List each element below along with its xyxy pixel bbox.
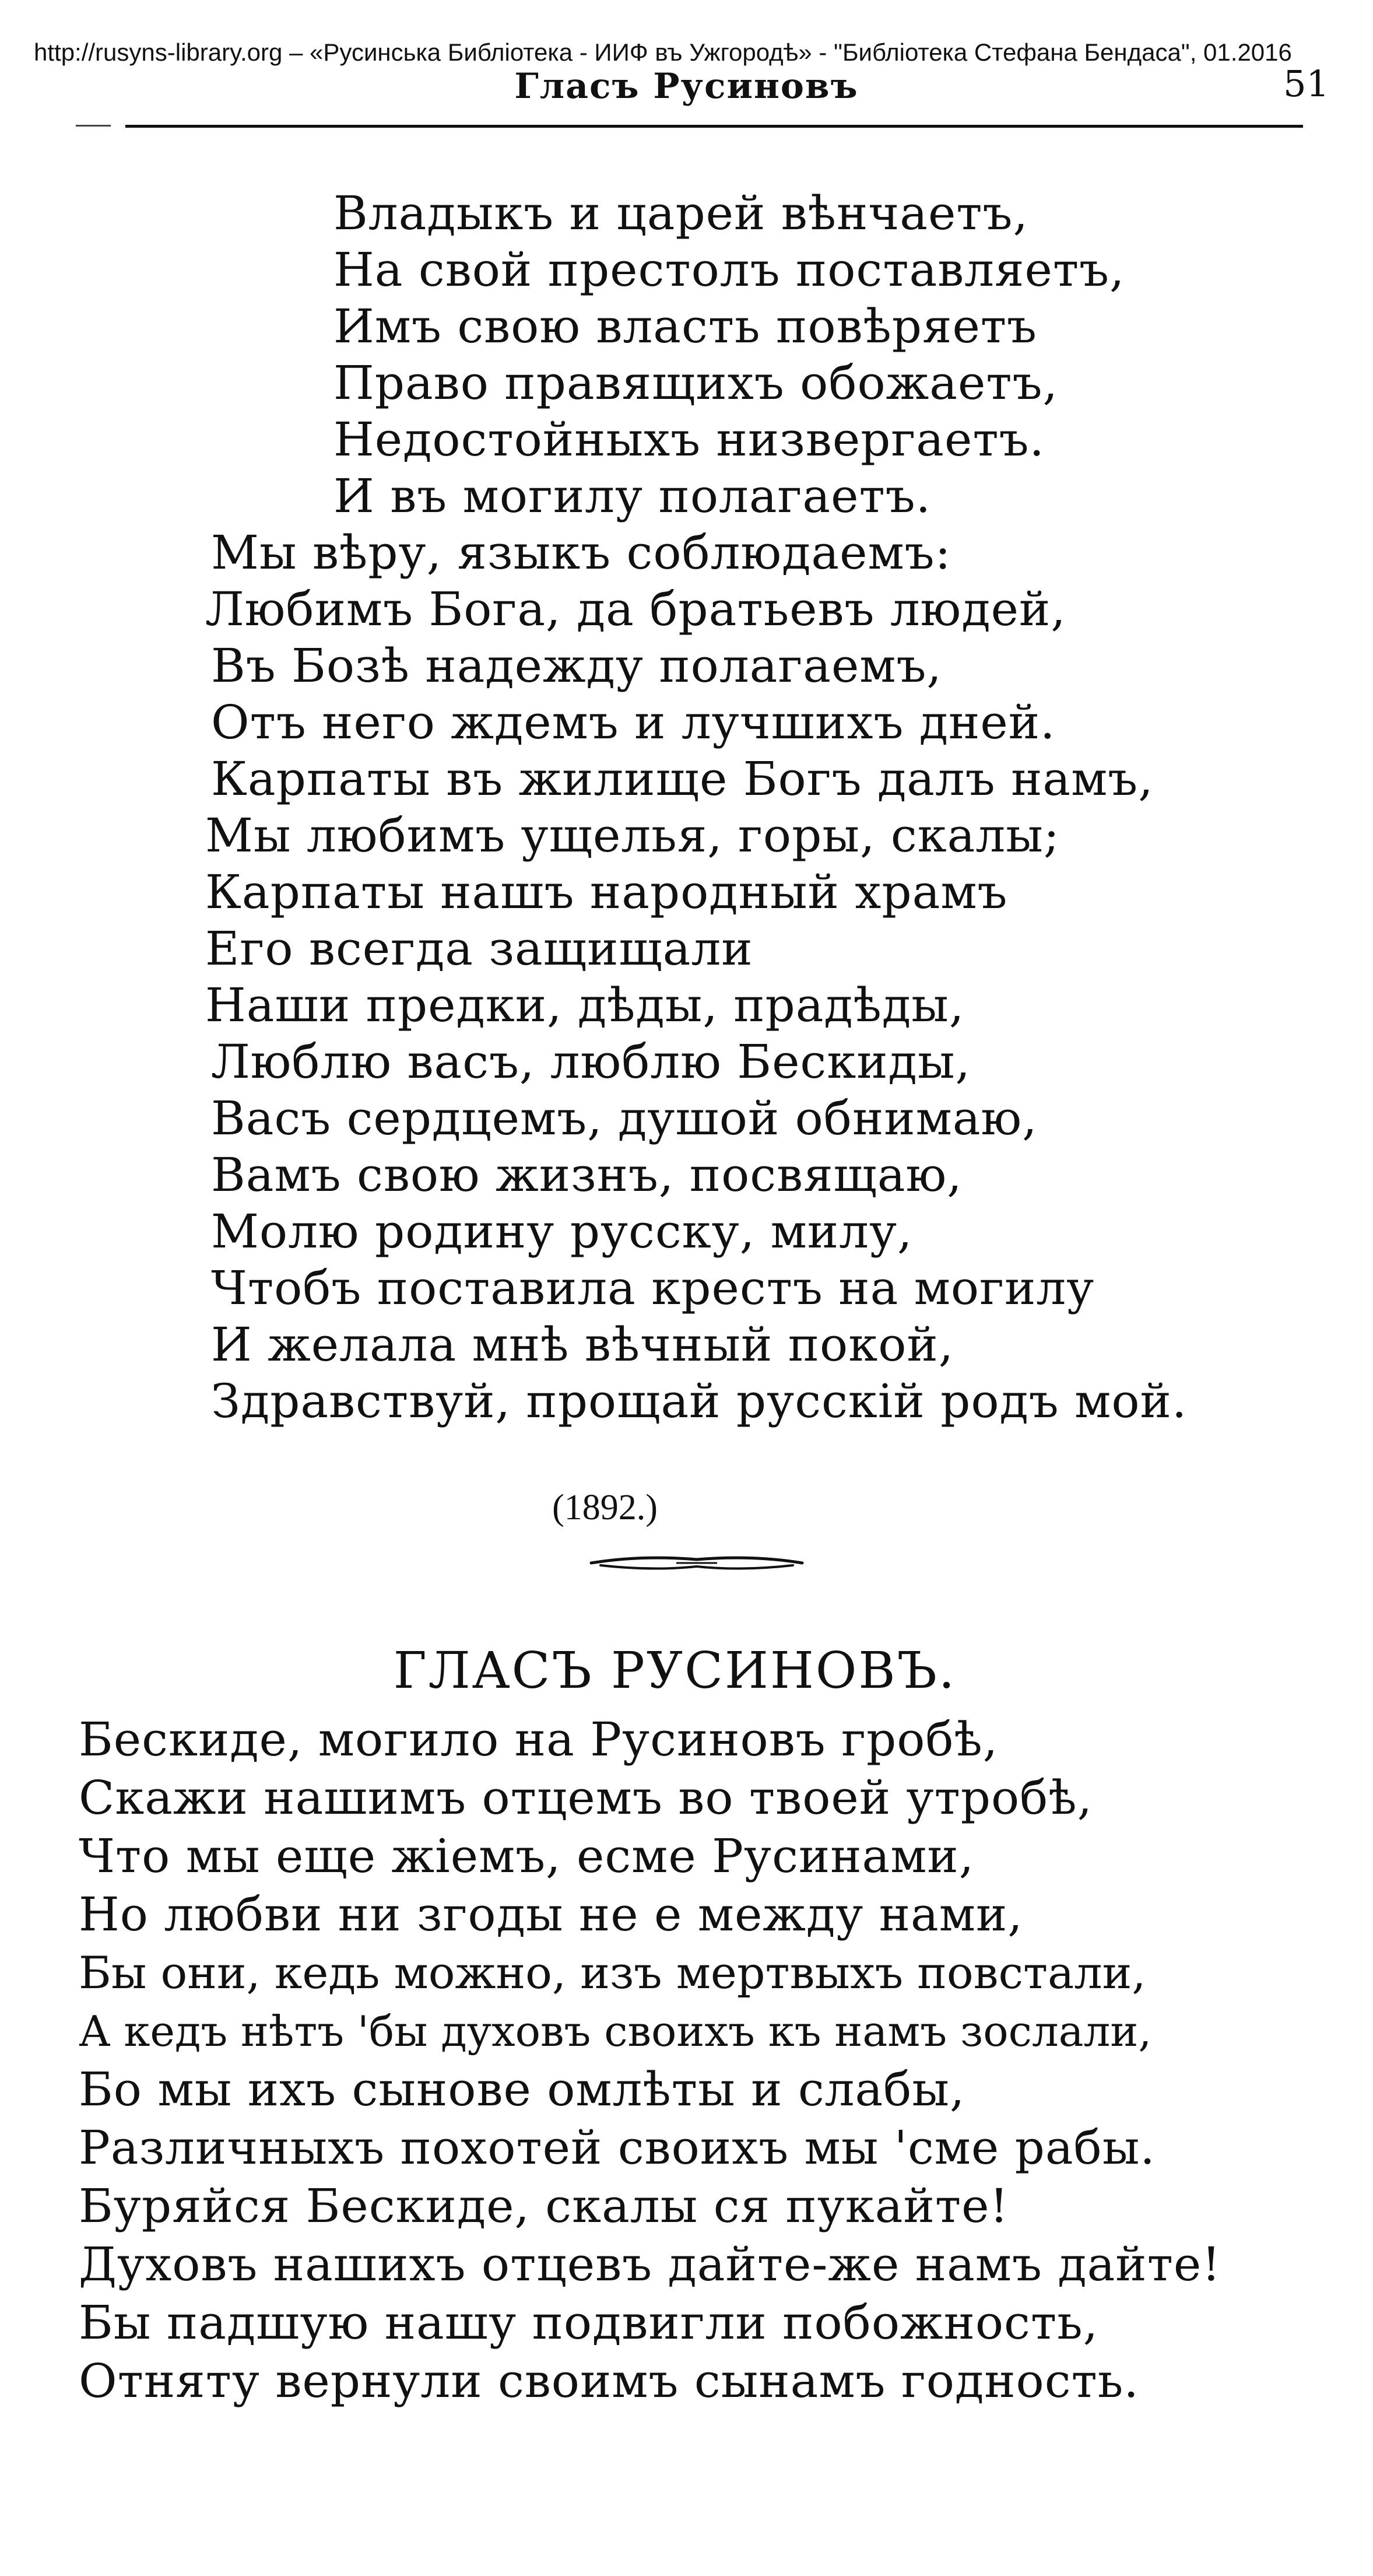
verse-line: Молю родину русску, милу, [211,1204,913,1259]
verse-line: Здравствуй, прощай русскій родъ мой. [211,1374,1188,1428]
verse-line: Скажи нашимъ отцемъ во твоей утробѣ, [79,1771,1093,1825]
verse-line: Люблю васъ, люблю Бескиды, [211,1035,971,1089]
verse-line: Отняту вернули своимъ сынамъ годность. [79,2354,1139,2408]
verse-line: Бескиде, могило на Русиновъ гробѣ, [79,1712,999,1767]
verse-line: Духовъ нашихъ отцевъ дайте-же намъ дайте! [79,2237,1221,2291]
poem-two-title: ГЛАСЪ РУСИНОВЪ. [393,1642,957,1700]
verse-line: На свой престолъ поставляетъ, [333,243,1125,297]
verse-line: Мы вѣру, языкъ соблюдаемъ: [211,525,951,580]
verse-line: Карпаты въ жилище Богъ далъ намъ, [211,752,1154,806]
verse-line: Его всегда защищали [205,921,753,976]
running-title: Гласъ Русиновъ [514,66,859,107]
section-ornament [589,1551,805,1575]
header-rule [125,125,1303,128]
verse-line: Недостойныхъ низвергаетъ. [333,412,1045,467]
verse-line: Наши предки, дѣды, прадѣды, [205,978,965,1032]
verse-line: И желала мнѣ вѣчный покой, [211,1317,954,1372]
verse-line: Буряйся Бескиде, скалы ся пукайте! [79,2179,1009,2233]
header-rule-stub [76,125,111,127]
verse-line: Бы они, кедь можно, изъ мертвыхъ повстали, [79,1947,1146,1999]
verse-line: Чтобъ поставила крестъ на могилу [211,1261,1095,1315]
verse-line: Но любви ни згоды не е между нами, [79,1887,1023,1941]
verse-line: Любимъ Бога, да братьевъ людей, [205,582,1066,636]
verse-line: Въ Бозѣ надежду полагаемъ, [211,639,942,693]
ornament-swash-bottom [601,1565,793,1569]
verse-line: Бо мы ихъ сынове омлѣты и слабы, [79,2062,965,2116]
verse-line: Бы падшую нашу подвигли побожность, [79,2295,1099,2350]
verse-line: Право правящихъ обожаетъ, [333,356,1058,410]
verse-line: Различныхъ похотей своихъ мы 'сме рабы. [79,2121,1156,2175]
source-attribution: http://rusyns-library.org – «Русинська Библіотека - ИИФ въ Ужгородѣ» - "Библіотека Стефана Бендаса", 01.2016 [34,38,1292,66]
verse-line: Карпаты нашъ народный храмъ [205,865,1008,919]
verse-line: Мы любимъ ущелья, горы, скалы; [205,808,1060,863]
verse-line: Отъ него ждемъ и лучшихъ дней. [211,695,1056,749]
verse-line: Владыкъ и царей вѣнчаетъ, [333,186,1028,240]
page-number: 51 [1283,62,1329,105]
verse-line: И въ могилу полагаетъ. [333,469,932,523]
verse-line: Что мы еще жіемъ, есме Русинами, [79,1829,975,1883]
verse-line: А кедъ нѣтъ 'бы духовъ своихъ къ намъ зослали, [79,2007,1152,2056]
verse-line: Вамъ свою жизнъ, посвящаю, [211,1148,963,1202]
poem-date: (1892.) [552,1488,658,1527]
verse-line: Имъ свою власть повѣряетъ [333,299,1037,353]
verse-line: Васъ сердцемъ, душой обнимаю, [211,1091,1038,1145]
